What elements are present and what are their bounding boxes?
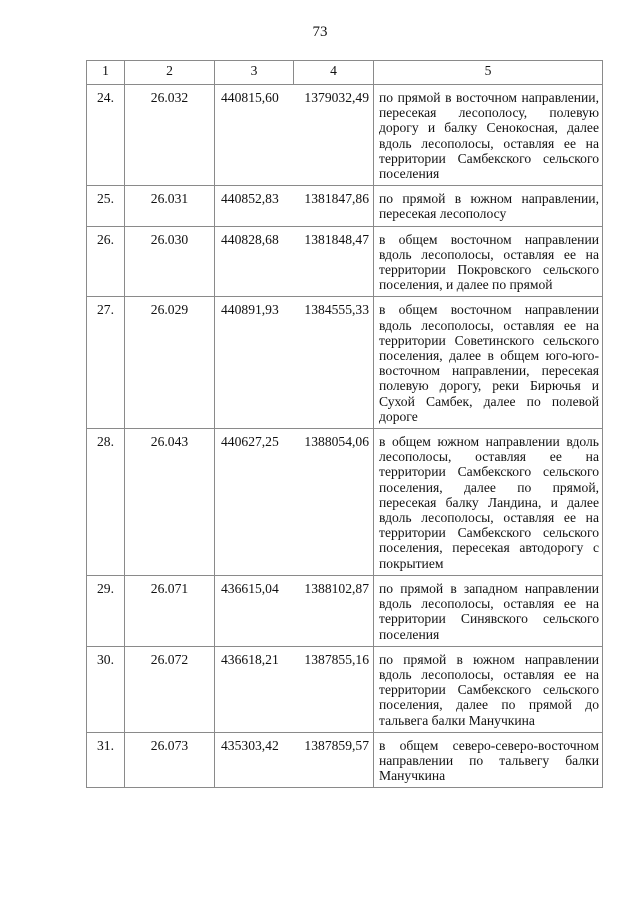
point-code: 26.072 xyxy=(125,646,215,732)
row-number: 24. xyxy=(87,85,125,186)
table-header-row xyxy=(87,61,603,85)
coord-x: 436618,21 xyxy=(215,646,294,732)
row-number: 31. xyxy=(87,732,125,788)
point-code: 26.043 xyxy=(125,429,215,576)
boundary-description: по прямой в южном направлении вдоль лесополосы, оставляя ее на территории Самбекского сельского поселения, далее по прямой до тальвега балки Манучкина xyxy=(374,646,603,732)
coord-x: 440852,83 xyxy=(215,186,294,226)
coord-x: 440891,93 xyxy=(215,297,294,429)
table-row xyxy=(87,226,603,297)
coord-x: 440828,68 xyxy=(215,226,294,297)
row-number: 29. xyxy=(87,575,125,646)
row-number: 28. xyxy=(87,429,125,576)
row-number: 27. xyxy=(87,297,125,429)
table-row xyxy=(87,186,603,226)
row-number: 25. xyxy=(87,186,125,226)
boundary-description: в общем восточном направлении вдоль лесополосы, оставляя ее на территории Покровского сельского поселения, и далее по прямой xyxy=(374,226,603,297)
table-row xyxy=(87,85,603,186)
point-code: 26.073 xyxy=(125,732,215,788)
coord-y: 1387859,57 xyxy=(294,732,374,788)
coord-y: 1384555,33 xyxy=(294,297,374,429)
boundary-table xyxy=(86,60,603,788)
header-col-2: 2 xyxy=(125,61,215,85)
table-row xyxy=(87,575,603,646)
coord-y: 1388054,06 xyxy=(294,429,374,576)
boundary-description: по прямой в восточном направлении, пересекая лесополосу, полевую дорогу и балку Сенокосная, далее вдоль лесополосы, оставляя ее на территории Самбекского сельского поселения xyxy=(374,85,603,186)
header-col-4: 4 xyxy=(294,61,374,85)
header-col-5: 5 xyxy=(374,61,603,85)
coord-x: 436615,04 xyxy=(215,575,294,646)
header-col-1: 1 xyxy=(87,61,125,85)
boundary-description: по прямой в западном направлении вдоль лесополосы, оставляя ее на территории Синявского сельского поселения xyxy=(374,575,603,646)
row-number: 30. xyxy=(87,646,125,732)
table-row xyxy=(87,732,603,788)
point-code: 26.030 xyxy=(125,226,215,297)
boundary-description: в общем северо-северо-восточном направлении по тальвегу балки Манучкина xyxy=(374,732,603,788)
table-row xyxy=(87,646,603,732)
point-code: 26.029 xyxy=(125,297,215,429)
coord-y: 1379032,49 xyxy=(294,85,374,186)
boundary-description: в общем южном направлении вдоль лесополосы, оставляя ее на территории Самбекского сельского поселения, далее по прямой, пересекая балку Ландина, и далее вдоль лесополосы, оставляя ее на территории Самбекского сельского поселения, пересекая автодорогу с покрытием xyxy=(374,429,603,576)
coord-y: 1388102,87 xyxy=(294,575,374,646)
point-code: 26.031 xyxy=(125,186,215,226)
boundary-description: по прямой в южном направлении, пересекая лесополосу xyxy=(374,186,603,226)
point-code: 26.071 xyxy=(125,575,215,646)
header-col-3: 3 xyxy=(215,61,294,85)
coord-y: 1381848,47 xyxy=(294,226,374,297)
point-code: 26.032 xyxy=(125,85,215,186)
coord-x: 440627,25 xyxy=(215,429,294,576)
table-row xyxy=(87,297,603,429)
coord-x: 440815,60 xyxy=(215,85,294,186)
table-row xyxy=(87,429,603,576)
page-number: 73 xyxy=(312,24,328,40)
coord-x: 435303,42 xyxy=(215,732,294,788)
coord-y: 1381847,86 xyxy=(294,186,374,226)
row-number: 26. xyxy=(87,226,125,297)
coord-y: 1387855,16 xyxy=(294,646,374,732)
boundary-description: в общем восточном направлении вдоль лесополосы, оставляя ее на территории Советинского сельского поселения, далее в общем юго-юго-восточном направлении, пересекая полевую дорогу, реки Бирючья и Сухой Самбек, далее по полевой дороге xyxy=(374,297,603,429)
